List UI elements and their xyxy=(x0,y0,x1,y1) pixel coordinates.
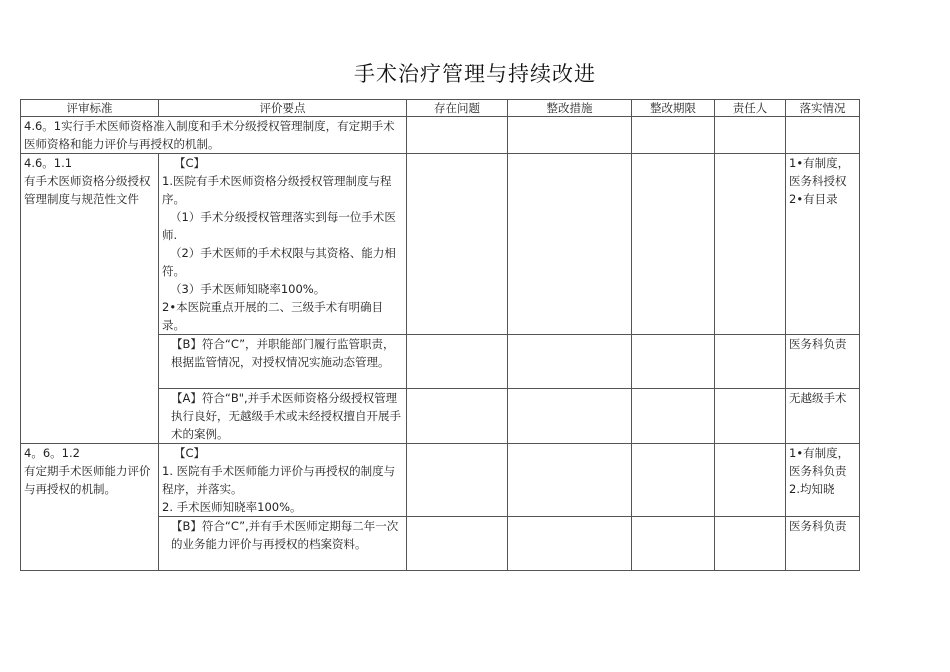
section-deadline-cell xyxy=(632,117,715,154)
item2-b-deadline xyxy=(632,517,715,571)
item1-c-line2: （1）手术分级授权管理落实到每一位手术医师. xyxy=(162,210,396,242)
item2-c-measures xyxy=(508,444,632,517)
item1-a-points: 【A】符合“B",并手术医师资格分级授权管理执行良好，无越级手术或未经授权擅自开展手术的案例。 xyxy=(159,389,407,444)
rectification-table xyxy=(20,99,860,571)
table-header-row xyxy=(21,100,860,117)
item2-c-line2: 2. 手术医师知晓率100%。 xyxy=(162,500,302,514)
item2-c-status2: 2.均知晓 xyxy=(789,482,835,496)
item1-code: 4.6。1.1 xyxy=(24,156,73,170)
item1-b-issues xyxy=(407,335,508,389)
item2-c-points xyxy=(159,444,407,517)
header-standard: 评审标准 xyxy=(21,100,159,117)
item1-c-status1: 1•有制度，医务科授权 xyxy=(789,156,850,188)
section-measures-cell xyxy=(508,117,632,154)
header-owner: 责任人 xyxy=(715,100,786,117)
item1-c-line1: 1.医院有手术医师资格分级授权管理制度与程序。 xyxy=(162,174,392,206)
item1-c-row xyxy=(21,154,860,335)
item1-standard-cell xyxy=(21,154,159,444)
header-key-points: 评价要点 xyxy=(159,100,407,117)
item1-c-issues xyxy=(407,154,508,335)
item2-c-deadline xyxy=(632,444,715,517)
item2-b-points: 【B】符合“C”,并有手术医师定期每二年一次的业务能力评价与再授权的档案资料。 xyxy=(159,517,407,571)
item2-b-status: 医务科负责 xyxy=(786,517,860,571)
item2-b-issues xyxy=(407,517,508,571)
item1-b-owner xyxy=(715,335,786,389)
section-row xyxy=(21,117,860,154)
item1-c-line3: （2）手术医师的手术权限与其资格、能力相符。 xyxy=(162,246,396,278)
item1-a-deadline xyxy=(632,389,715,444)
item2-c-status1: 1•有制度，医务科负责 xyxy=(789,446,850,478)
header-deadline: 整改期限 xyxy=(632,100,715,117)
item2-desc: 有定期手术医师能力评价与再授权的机制。 xyxy=(24,464,151,496)
item1-c-status xyxy=(786,154,860,335)
item2-standard-cell xyxy=(21,444,159,571)
item2-c-issues xyxy=(407,444,508,517)
section-text: 4.6。1实行手术医师资格准入制度和手术分级授权管理制度，有定期手术医师资格和能力评价与再授权的机制。 xyxy=(21,117,407,154)
item1-desc: 有手术医师资格分级授权管理制度与规范性文件 xyxy=(24,174,151,206)
item2-c-row xyxy=(21,444,860,517)
header-issues: 存在问题 xyxy=(407,100,508,117)
item1-c-owner xyxy=(715,154,786,335)
item2-c-grade: 【C】 xyxy=(174,446,206,460)
item1-b-status: 医务科负责 xyxy=(786,335,860,389)
item1-c-measures xyxy=(508,154,632,335)
section-status-cell xyxy=(786,117,860,154)
item1-c-points xyxy=(159,154,407,335)
item2-b-measures xyxy=(508,517,632,571)
item1-c-status2: 2•有目录 xyxy=(789,192,838,206)
section-issues-cell xyxy=(407,117,508,154)
item2-c-owner xyxy=(715,444,786,517)
item2-code: 4。6。1.2 xyxy=(24,446,80,460)
item1-c-line4: （3）手术医师知晓率100%。 xyxy=(170,282,326,296)
item2-b-owner xyxy=(715,517,786,571)
item1-a-measures xyxy=(508,389,632,444)
item1-c-grade: 【C】 xyxy=(174,156,206,170)
item1-a-owner xyxy=(715,389,786,444)
item1-a-issues xyxy=(407,389,508,444)
page-title: 手术治疗管理与持续改进 xyxy=(354,62,596,86)
item1-a-status: 无越级手术 xyxy=(786,389,860,444)
item1-c-line5: 2•本医院重点开展的二、三级手术有明确目录。 xyxy=(162,300,384,332)
item2-c-line1: 1. 医院有手术医师能力评价与再授权的制度与程序，并落实。 xyxy=(162,464,396,496)
header-status: 落实情况 xyxy=(786,100,860,117)
item1-c-deadline xyxy=(632,154,715,335)
item1-b-deadline xyxy=(632,335,715,389)
item2-c-status xyxy=(786,444,860,517)
item1-b-measures xyxy=(508,335,632,389)
section-owner-cell xyxy=(715,117,786,154)
item1-b-points: 【B】符合“C”，并职能部门履行监管职责，根据监管情况，对授权情况实施动态管理。 xyxy=(159,335,407,389)
header-measures: 整改措施 xyxy=(508,100,632,117)
